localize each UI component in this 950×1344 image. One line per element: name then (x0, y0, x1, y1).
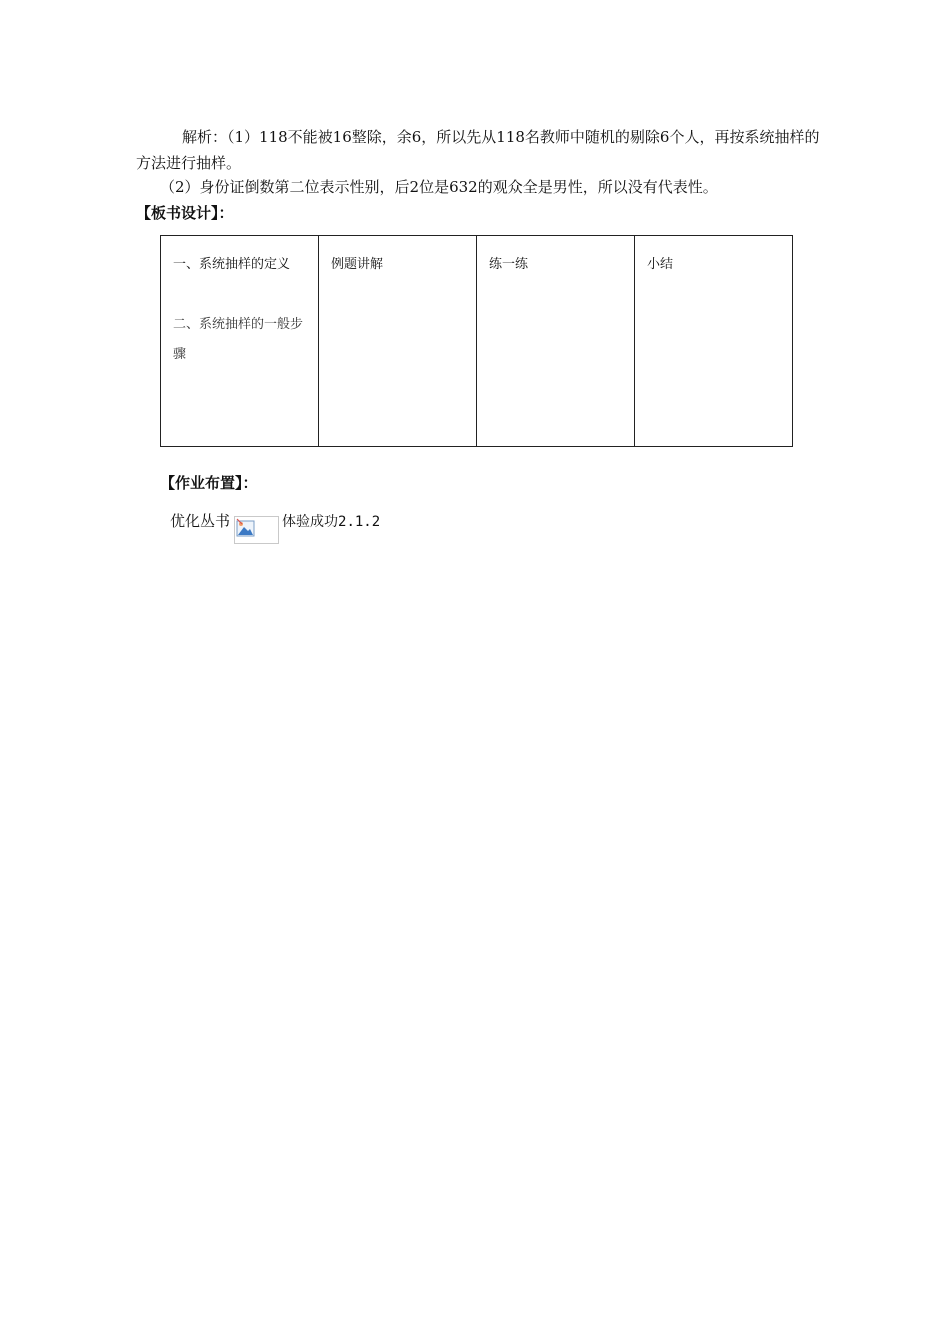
homework-suffix: 体验成功2.1.2 (282, 514, 381, 530)
broken-image-icon (234, 516, 279, 544)
analysis-paragraph-1: 解析：（1）118不能被16整除，余6，所以先从118名教师中随机的剔除6个人，再按系统抽样的方法进行抽样。 (136, 128, 820, 172)
table-cell-examples (319, 236, 477, 447)
board-design-table (160, 235, 793, 447)
cell-text-summary: 小结 (647, 257, 674, 272)
cell-text-examples: 例题讲解 (331, 257, 384, 272)
board-design-heading: 【板书设计】： (136, 204, 234, 222)
cell-text-definition: 一、系统抽样的定义 (173, 257, 291, 272)
homework-prefix: 优化丛书 (170, 512, 231, 530)
table-cell-practice (477, 236, 635, 447)
homework-heading: 【作业布置】： (160, 474, 258, 492)
table-cell-definition (161, 236, 319, 447)
cell-text-steps: 二、系统抽样的一般步骤 (173, 317, 304, 362)
cell-text-practice: 练一练 (489, 257, 529, 272)
table-cell-summary (635, 236, 793, 447)
table-row (161, 236, 793, 447)
analysis-paragraph-2: （2）身份证倒数第二位表示性别，后2位是632的观众全是男性，所以没有代表性。 (160, 178, 718, 196)
